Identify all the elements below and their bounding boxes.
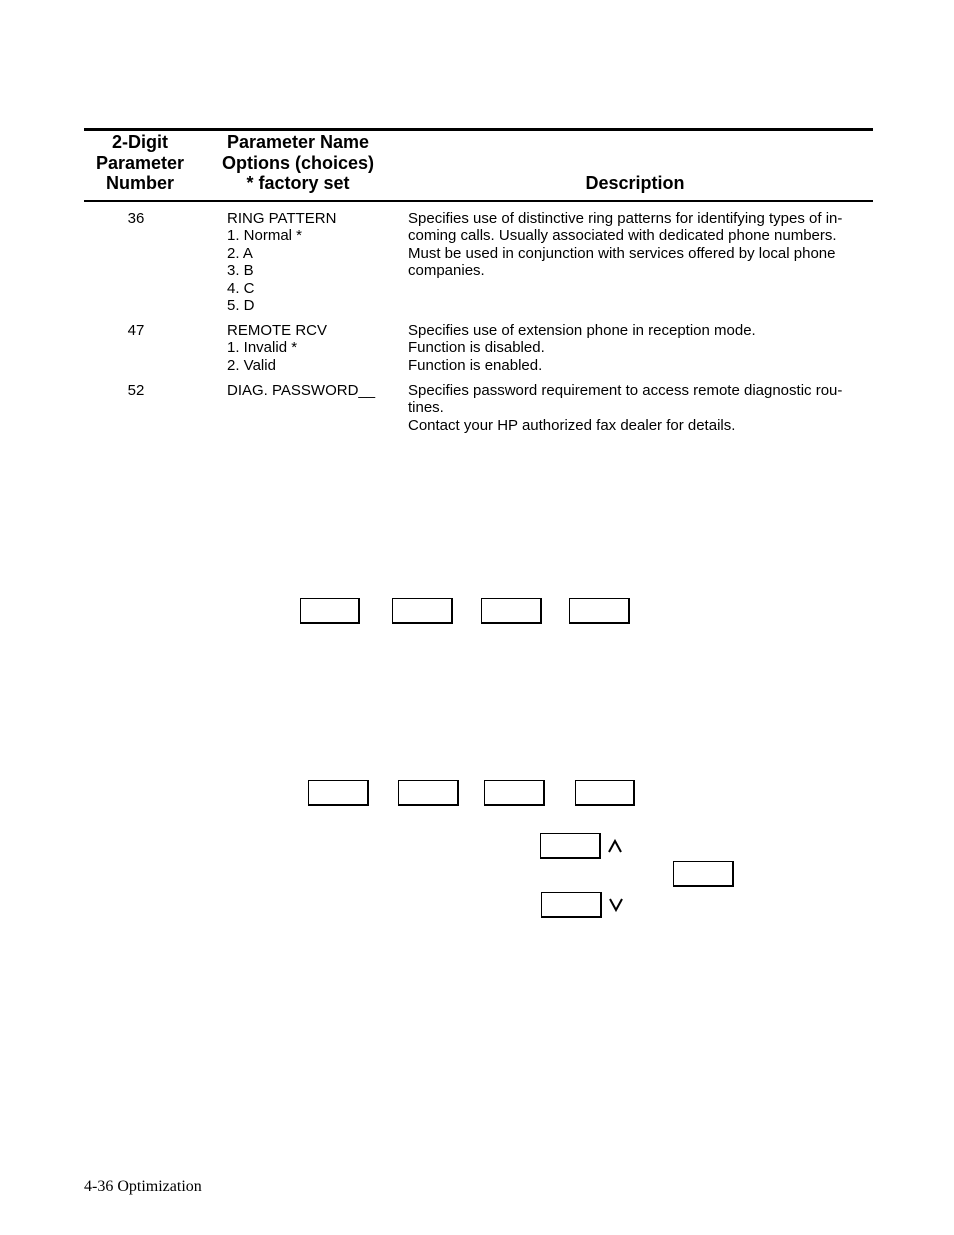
row-36-option-1: 1. Normal * (227, 227, 303, 245)
key-sequence-1-key-4 (569, 598, 630, 624)
down-arrow-icon (608, 897, 624, 913)
header-bottom-rule (84, 200, 873, 202)
row-52-desc-line-1: Specifies password requirement to access remote diagnostic rou- (408, 382, 843, 399)
key-sequence-2-key-4 (575, 780, 635, 806)
row-36-option-3: 3. B (227, 262, 254, 280)
row-47-desc-line-3: Function is enabled. (408, 356, 543, 374)
row-47-option-1: 1. Invalid * (227, 339, 298, 357)
row-36-desc-line-3: Must be used in conjunction with services offered by local phone (408, 244, 836, 262)
row-36-description (408, 210, 842, 280)
row-36-number: 36 (127, 210, 145, 227)
key-sequence-1-key-1 (300, 598, 360, 624)
header-name (210, 132, 386, 194)
row-47-description (408, 322, 756, 374)
row-36-option-4: 4. C (227, 279, 255, 297)
row-47-options (227, 322, 327, 374)
row-36-option-2: 2. A (227, 244, 253, 262)
row-52-desc-line-2: tines. (408, 399, 444, 417)
row-47-option-2: 2. Valid (227, 356, 276, 374)
row-47-name: REMOTE RCV (227, 322, 328, 339)
row-52-desc-line-3: Contact your HP authorized fax dealer for details. (408, 416, 736, 434)
row-36-name: RING PATTERN (227, 210, 337, 227)
row-47-number: 47 (127, 322, 145, 339)
row-36-option-5: 5. D (227, 297, 255, 315)
header-name-line-2: Options (choices) (221, 152, 374, 173)
header-number-line-2: Parameter (95, 152, 185, 173)
up-key (540, 833, 601, 859)
enter-key (673, 861, 734, 887)
up-arrow-icon (607, 838, 623, 854)
key-sequence-2-key-1 (308, 780, 369, 806)
row-52-number: 52 (127, 382, 145, 399)
header-number-line-1: 2-Digit (112, 132, 168, 152)
header-name-line-1: Parameter Name (226, 132, 370, 152)
header-name-line-3: * factory set (246, 173, 350, 193)
header-number-line-3: Number (105, 173, 174, 193)
header-number (84, 132, 196, 194)
row-36-desc-line-2: coming calls. Usually associated with dedicated phone numbers. (408, 227, 837, 245)
page-footer: 4-36 Optimization (84, 1178, 202, 1195)
table-top-rule (84, 128, 873, 131)
down-key (541, 892, 602, 918)
key-sequence-2-key-2 (398, 780, 459, 806)
row-36-desc-line-1: Specifies use of distinctive ring patterns for identifying types of in- (408, 210, 843, 227)
row-52-options (227, 382, 375, 399)
row-47-desc-line-2: Function is disabled. (408, 339, 545, 357)
row-36-desc-line-4: companies. (408, 262, 485, 280)
row-52-name: DIAG. PASSWORD__ (227, 382, 376, 399)
key-sequence-1-key-2 (392, 598, 453, 624)
row-52-description (408, 382, 842, 434)
row-47-desc-line-1: Specifies use of extension phone in reception mode. (408, 322, 756, 339)
row-36-options (227, 210, 336, 314)
key-sequence-2-key-3 (484, 780, 545, 806)
header-description: Description (585, 173, 685, 193)
key-sequence-1-key-3 (481, 598, 542, 624)
